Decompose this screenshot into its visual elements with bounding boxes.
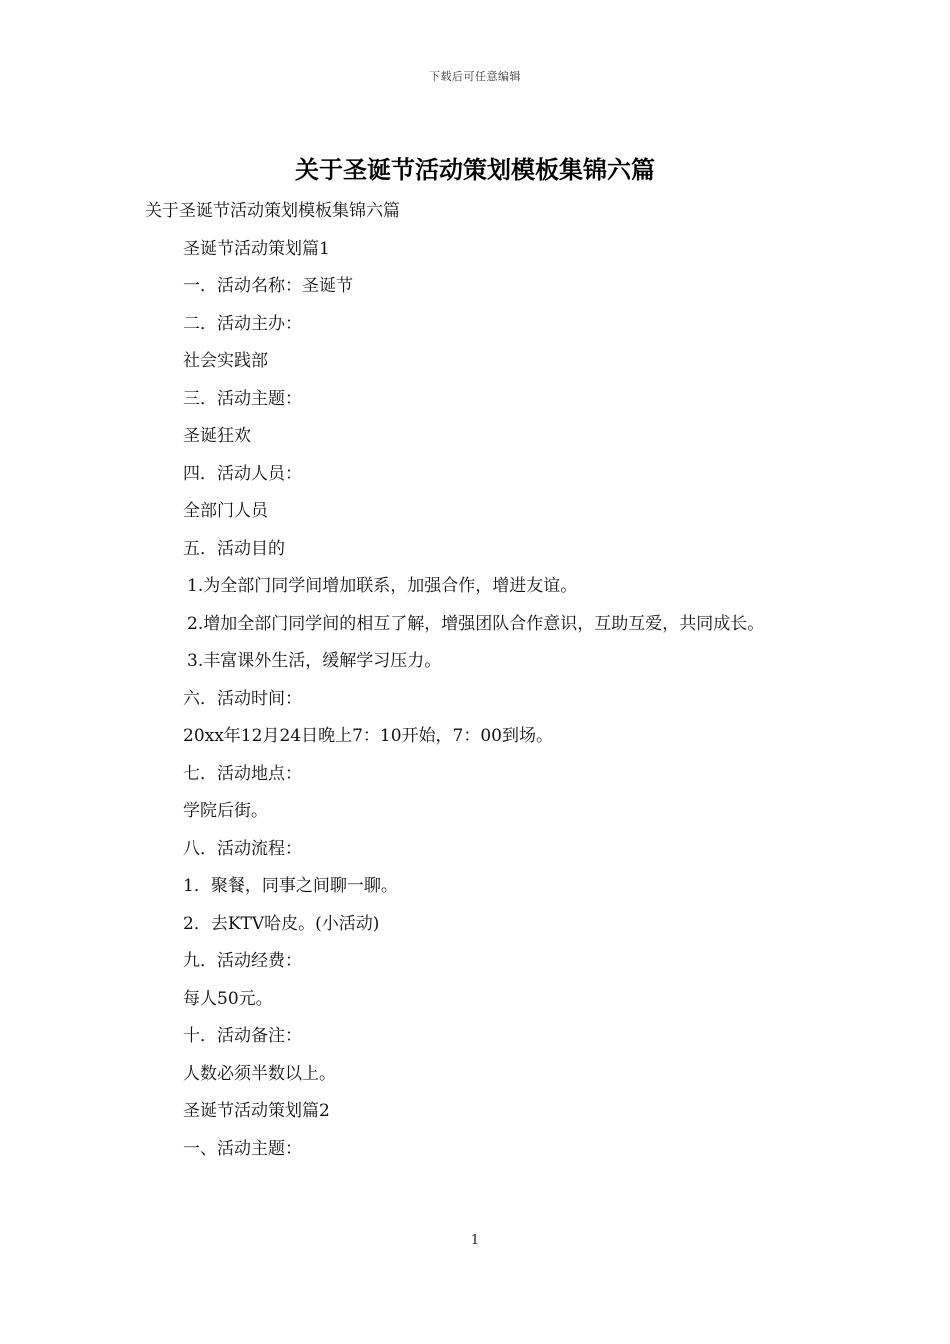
subtitle-paragraph: 关于圣诞节活动策划模板集锦六篇 [145, 201, 400, 221]
item-heading: 二．活动主办： [183, 313, 302, 334]
section-heading: 圣诞节活动策划篇2 [183, 1101, 330, 1121]
item-content: 学院后街。 [183, 801, 268, 821]
item-content: 20xx年12月24日晚上7：10开始，7：00到场。 [183, 726, 553, 746]
item-heading: 六．活动时间： [183, 688, 302, 709]
item-content: 每人50元。 [183, 988, 273, 1009]
list-item: 2.增加全部门同学间的相互了解，增强团队合作意识，互助互爱，共同成长。 [187, 613, 765, 634]
list-item: 1.为全部门同学间增加联系，加强合作，增进友谊。 [187, 576, 578, 596]
list-item: 3.丰富课外生活，缓解学习压力。 [187, 651, 442, 671]
item-heading: 十．活动备注： [183, 1026, 302, 1046]
document-body [145, 193, 810, 1168]
item-heading: 一．活动名称：圣诞节 [183, 276, 353, 296]
list-item: 2．去KTV哈皮。(小活动) [183, 913, 380, 934]
section-heading: 圣诞节活动策划篇1 [183, 238, 330, 259]
item-content: 人数必须半数以上。 [183, 1063, 336, 1084]
item-content: 社会实践部 [183, 351, 268, 371]
item-heading: 八．活动流程： [183, 838, 302, 859]
page-header-note: 下载后可任意编辑 [429, 70, 521, 83]
item-heading: 三．活动主题： [183, 388, 302, 409]
item-heading: 七．活动地点： [183, 763, 302, 784]
item-heading: 一、活动主题： [183, 1138, 302, 1159]
document-title: 关于圣诞节活动策划模板集锦六篇 [295, 155, 655, 184]
item-content: 圣诞狂欢 [183, 426, 251, 446]
item-heading: 四．活动人员： [183, 463, 302, 484]
item-content: 全部门人员 [183, 501, 268, 521]
list-item: 1．聚餐，同事之间聊一聊。 [183, 876, 398, 896]
page-number: 1 [470, 1233, 480, 1248]
item-heading: 五．活动目的 [183, 538, 285, 559]
item-heading: 九．活动经费： [183, 951, 302, 971]
